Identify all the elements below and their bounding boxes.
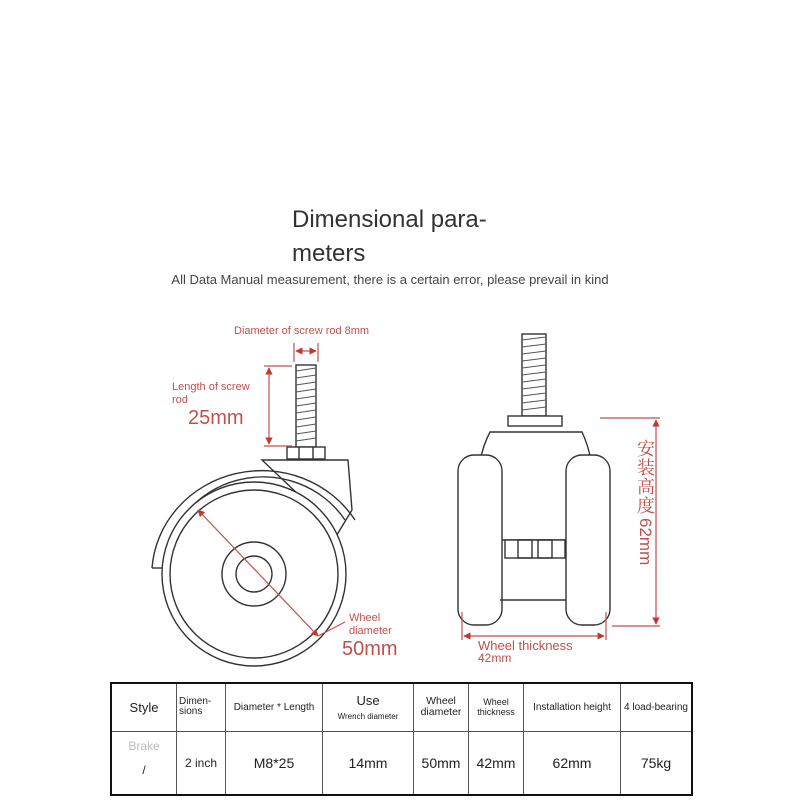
header-wheel-diameter-l2: diameter <box>420 706 462 719</box>
header-wrench-label: Wrench diameter <box>337 712 399 722</box>
header-diameter-length: Diameter * Length <box>226 683 323 731</box>
cell-style-brake: Brake <box>128 738 160 753</box>
header-use <box>323 683 414 731</box>
install-height-char-4: 度 <box>637 496 655 516</box>
spec-table <box>110 682 693 796</box>
cell-wrench: 14mm <box>323 731 414 795</box>
wheel-diameter-value: 50mm <box>342 638 398 660</box>
side-view-drawing <box>152 365 355 666</box>
header-wheel-diameter <box>414 683 469 731</box>
header-style: Style <box>111 683 177 731</box>
screw-diameter-label: Diameter of screw rod 8mm <box>234 325 370 337</box>
front-view-drawing <box>458 334 610 625</box>
table-header-row <box>111 683 692 731</box>
cell-wheel-diameter: 50mm <box>414 731 469 795</box>
install-height-value: 62mm <box>636 518 655 566</box>
header-dimensions-l2: sions <box>179 706 203 718</box>
measurement-note: All Data Manual measurement, there is a certain error, please prevail in kind <box>171 272 609 287</box>
install-height-char-2: 装 <box>637 458 655 478</box>
header-dimensions <box>177 683 226 731</box>
cell-installation-height: 62mm <box>524 731 621 795</box>
header-wheel-thickness-l1: Wheel <box>483 697 509 708</box>
screw-length-value: 25mm <box>188 407 244 429</box>
header-wheel-thickness <box>469 683 524 731</box>
header-installation-height: Installation height <box>524 683 621 731</box>
install-height-char-3: 高 <box>637 477 655 497</box>
header-load-bearing: 4 load-bearing <box>621 683 693 731</box>
cell-dimensions: 2 inch <box>177 731 226 795</box>
cell-style <box>111 731 177 795</box>
wheel-thickness-value: 42mm <box>478 651 512 665</box>
install-height-char-1: 安 <box>637 439 655 459</box>
title-line-2: meters <box>292 240 366 267</box>
header-wheel-diameter-l1: Wheel <box>426 695 456 708</box>
installation-height-label <box>636 440 656 565</box>
cell-style-mark: / <box>142 762 146 777</box>
header-dimensions-l1: Dimen- <box>179 696 212 708</box>
wheel-diameter-label: Wheel diameter <box>349 612 392 637</box>
header-wheel-thickness-l2: thickness <box>477 707 515 718</box>
wheel-thickness-label: Wheel thickness <box>478 638 573 653</box>
title-line-1: Dimensional para- <box>292 206 487 233</box>
cell-wheel-thickness: 42mm <box>469 731 524 795</box>
table-row <box>111 731 692 795</box>
cell-load-bearing: 75kg <box>621 731 693 795</box>
cell-diameter-length: M8*25 <box>226 731 323 795</box>
screw-length-label: Length of screw rod <box>172 381 250 406</box>
header-use-label: Use <box>356 693 380 709</box>
